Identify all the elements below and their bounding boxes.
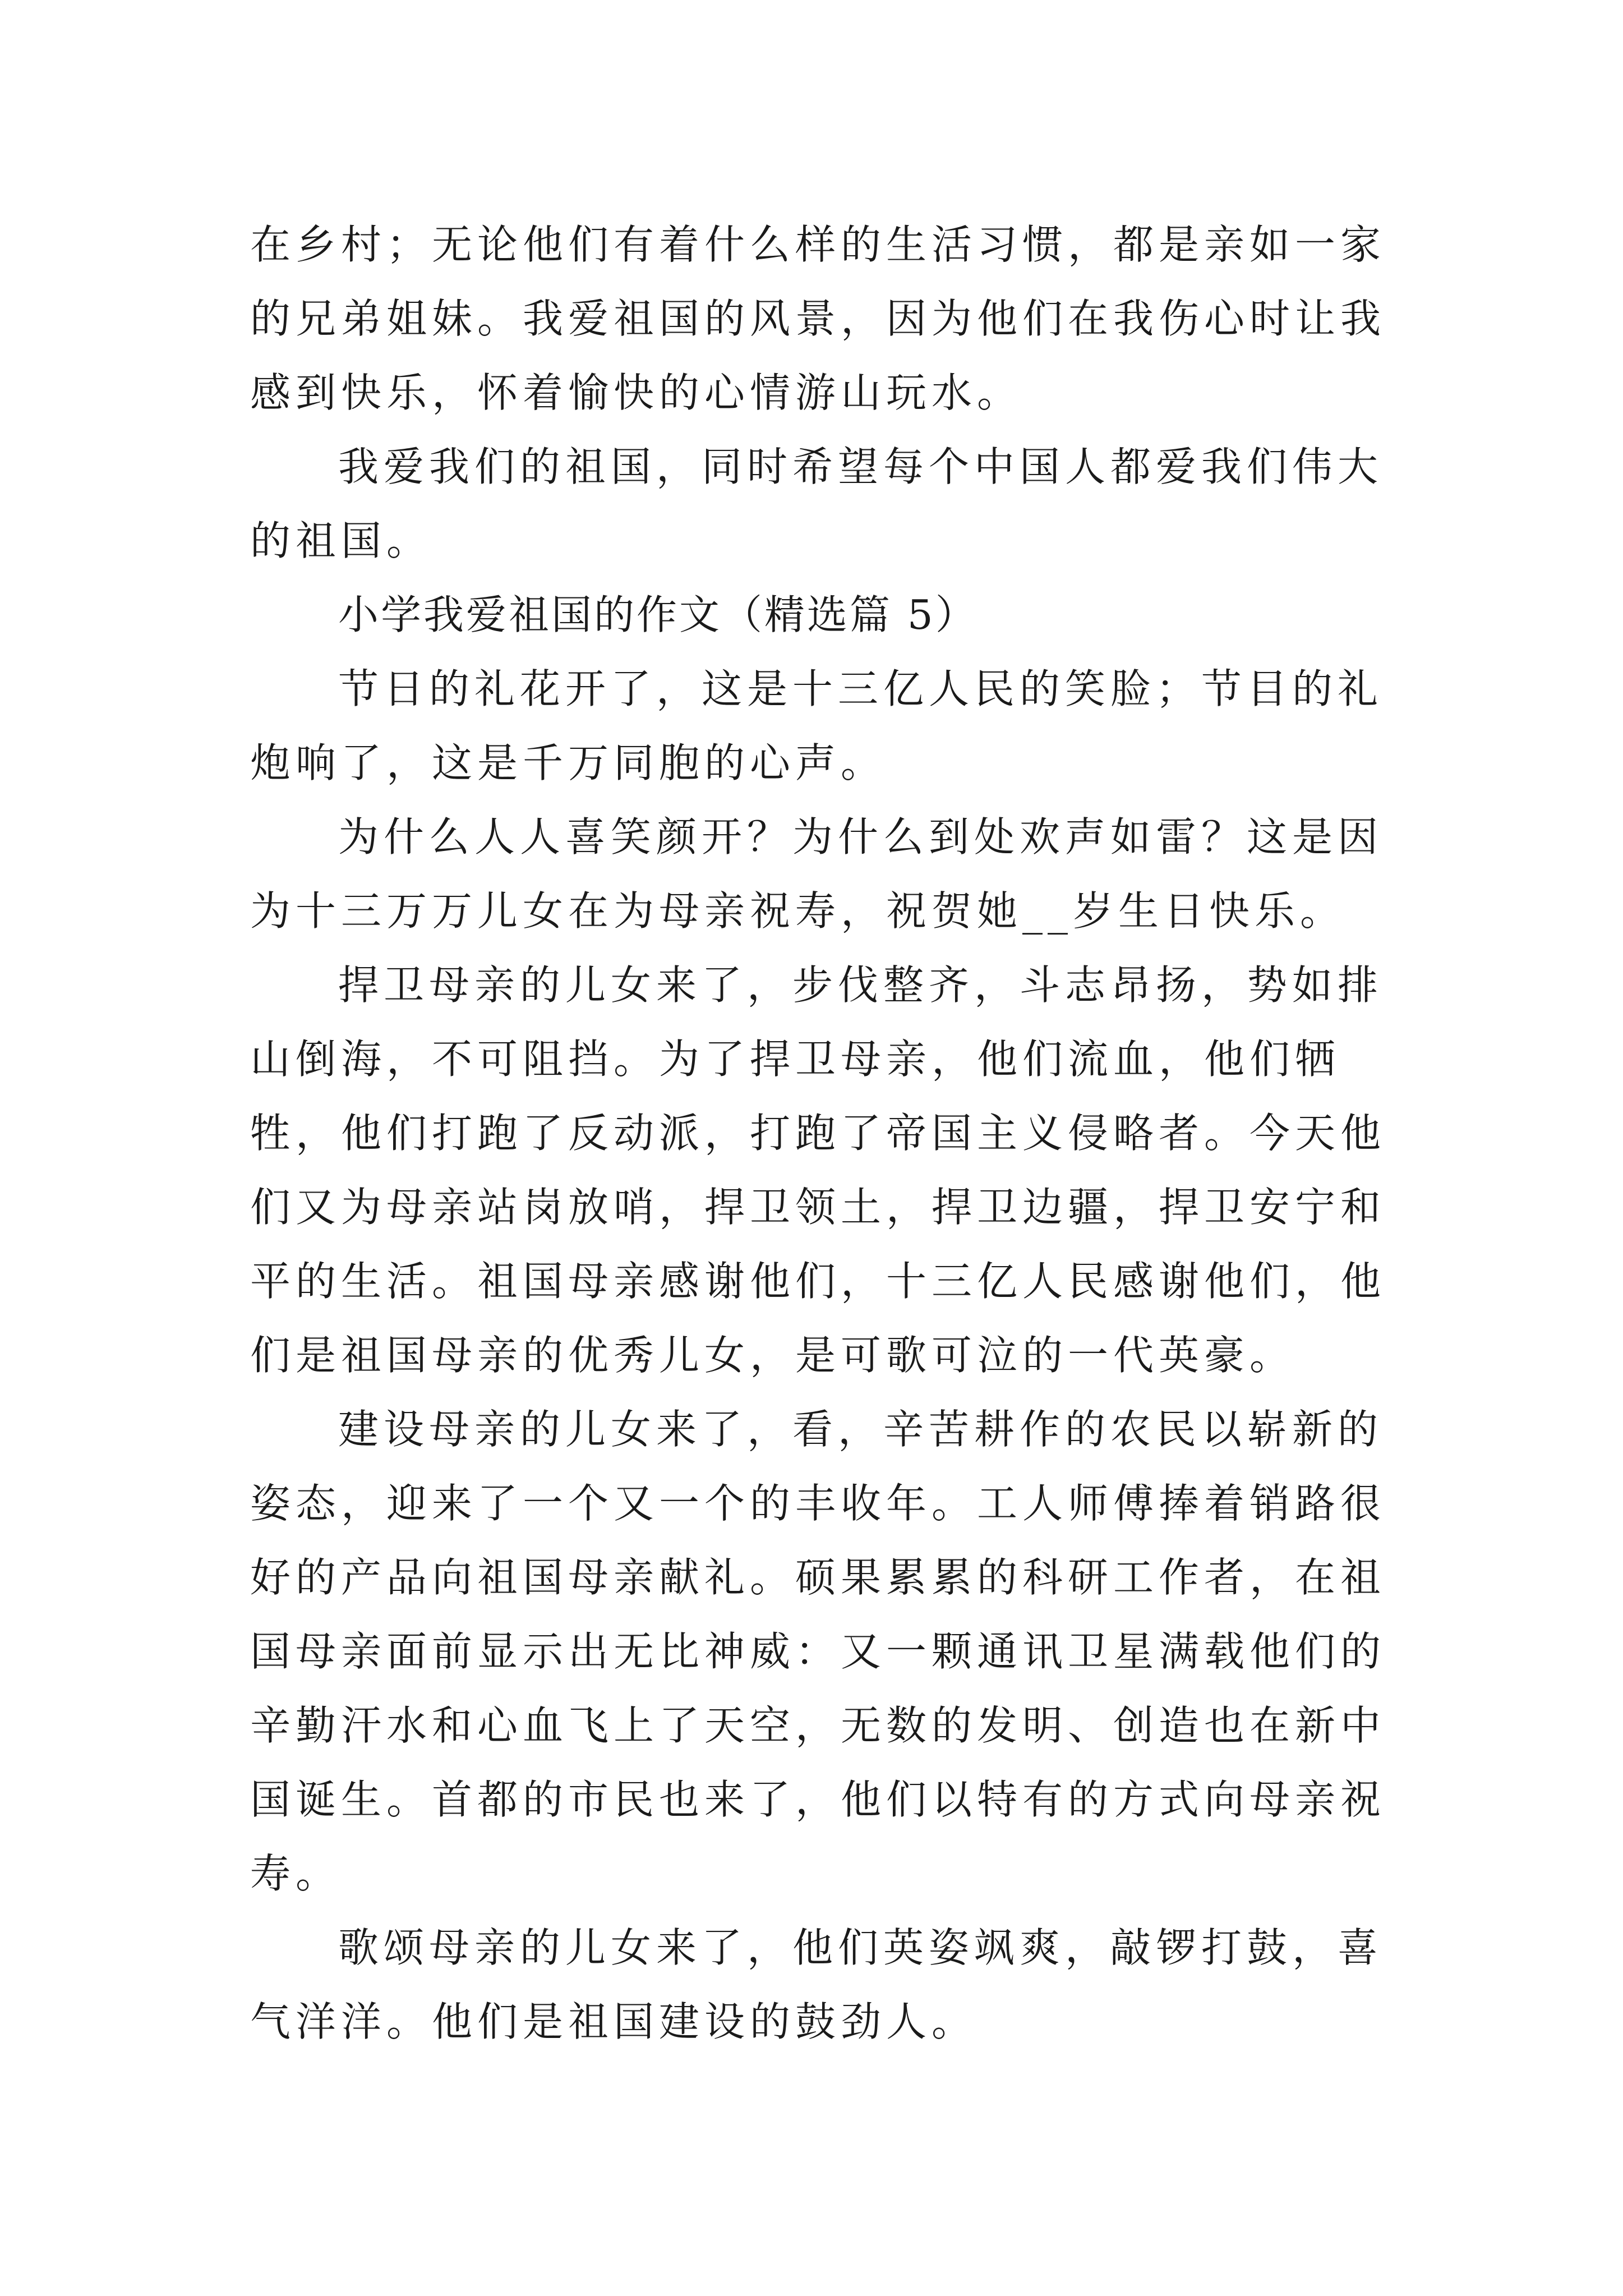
paragraph-defenders: 捍卫母亲的儿女来了，步伐整齐，斗志昂扬，势如排山倒海，不可阻挡。为了捍卫母亲，他们流血，他们牺牲，他们打跑了反动派，打跑了帝国主义侵略者。今天他们又为母亲站岗放哨，捍卫领土，捍卫边疆，捍卫安宁和平的生活。祖国母亲感谢他们，十三亿人民感谢他们，他们是祖国母亲的优秀儿女，是可歌可泣的一代英豪。 xyxy=(250,961,1386,1379)
paragraph-builders: 建设母亲的儿女来了，看，辛苦耕作的农民以崭新的姿态，迎来了一个又一个的丰收年。工人师傅捧着销路很好的产品向祖国母亲献礼。硕果累累的科研工作者，在祖国母亲面前显示出无比神威：又一颗通讯卫星满载他们的辛勤汗水和心血飞上了天空，无数的发明、创造也在新中国诞生。首都的市民也来了，他们以特有的方式向母亲祝寿。 xyxy=(250,1406,1386,1897)
paragraph-singers: 歌颂母亲的儿女来了，他们英姿飒爽，敲锣打鼓，喜气洋洋。他们是祖国建设的鼓劲人。 xyxy=(250,1924,1384,2045)
paragraph-festival: 节日的礼花开了，这是十三亿人民的笑脸；节目的礼炮响了，这是千万同胞的心声。 xyxy=(250,665,1384,786)
document-body xyxy=(250,208,1389,2059)
section-heading: 小学我爱祖国的作文（精选篇 5） xyxy=(338,591,978,638)
paragraph-continuation: 在乡村；无论他们有着什么样的生活习惯，都是亲如一家的兄弟姐妹。我爱祖国的风景，因为他们在我伤心时让我感到快乐，怀着愉快的心情游山玩水。 xyxy=(250,221,1386,416)
paragraph-love-motherland: 我爱我们的祖国，同时希望每个中国人都爱我们伟大的祖国。 xyxy=(250,443,1384,564)
paragraph-celebration: 为什么人人喜笑颜开？为什么到处欢声如雷？这是因为十三万万儿女在为母亲祝寿，祝贺她__岁生日快乐。 xyxy=(250,813,1384,935)
